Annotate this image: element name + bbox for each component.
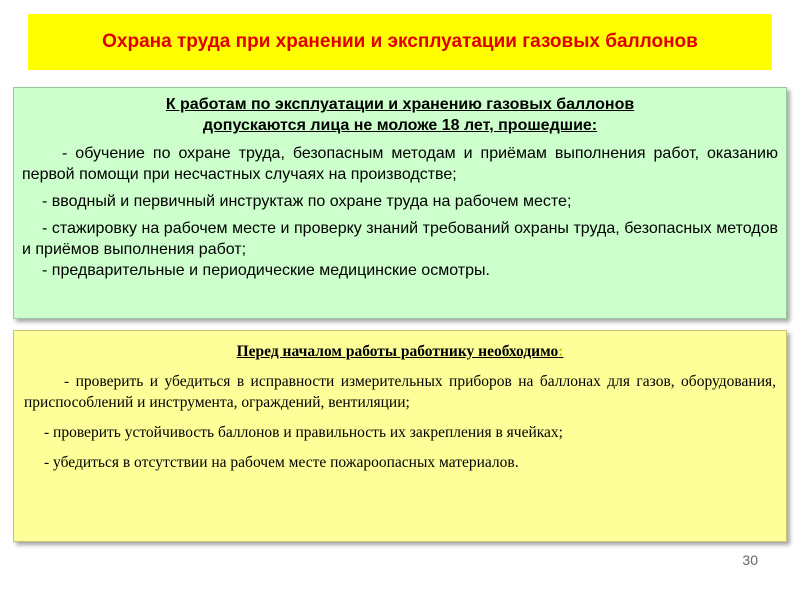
checklist-heading: Перед началом работы работнику необходимо: xyxy=(236,343,564,360)
admission-heading xyxy=(22,94,778,136)
admission-heading-line2: допускаются лица не моложе 18 лет, прошедшие: xyxy=(202,117,598,134)
admission-item: - вводный и первичный инструктаж по охране труда на рабочем месте; xyxy=(42,193,572,210)
pre-work-checklist-panel xyxy=(13,330,787,542)
page-title: Охрана труда при хранении и эксплуатации газовых баллонов xyxy=(102,31,698,52)
admission-requirements-panel xyxy=(13,87,787,319)
page-number: 30 xyxy=(742,552,758,568)
admission-heading-line1: К работам по эксплуатации и хранению газовых баллонов xyxy=(165,96,635,113)
checklist-heading-colon: : xyxy=(558,343,564,360)
title-banner xyxy=(28,14,772,70)
checklist-item: - убедиться в отсутствии на рабочем месте пожароопасных материалов. xyxy=(44,454,519,471)
admission-item: - предварительные и периодические медицинские осмотры. xyxy=(42,262,490,279)
admission-item: - обучение по охране труда, безопасным методам и приёмам выполнения работ, оказанию первой помощи при несчастных случаях на производстве; xyxy=(22,145,778,183)
checklist-item: - проверить и убедиться в исправности измерительных приборов на баллонах для газов, оборудования, приспособлений и инструмента, ограждений, вентиляции; xyxy=(24,373,776,411)
admission-item: - стажировку на рабочем месте и проверку знаний требований охраны труда, безопасных методов и приёмов выполнения работ; xyxy=(22,220,778,258)
checklist-item: - проверить устойчивость баллонов и правильность их закрепления в ячейках; xyxy=(44,424,563,441)
